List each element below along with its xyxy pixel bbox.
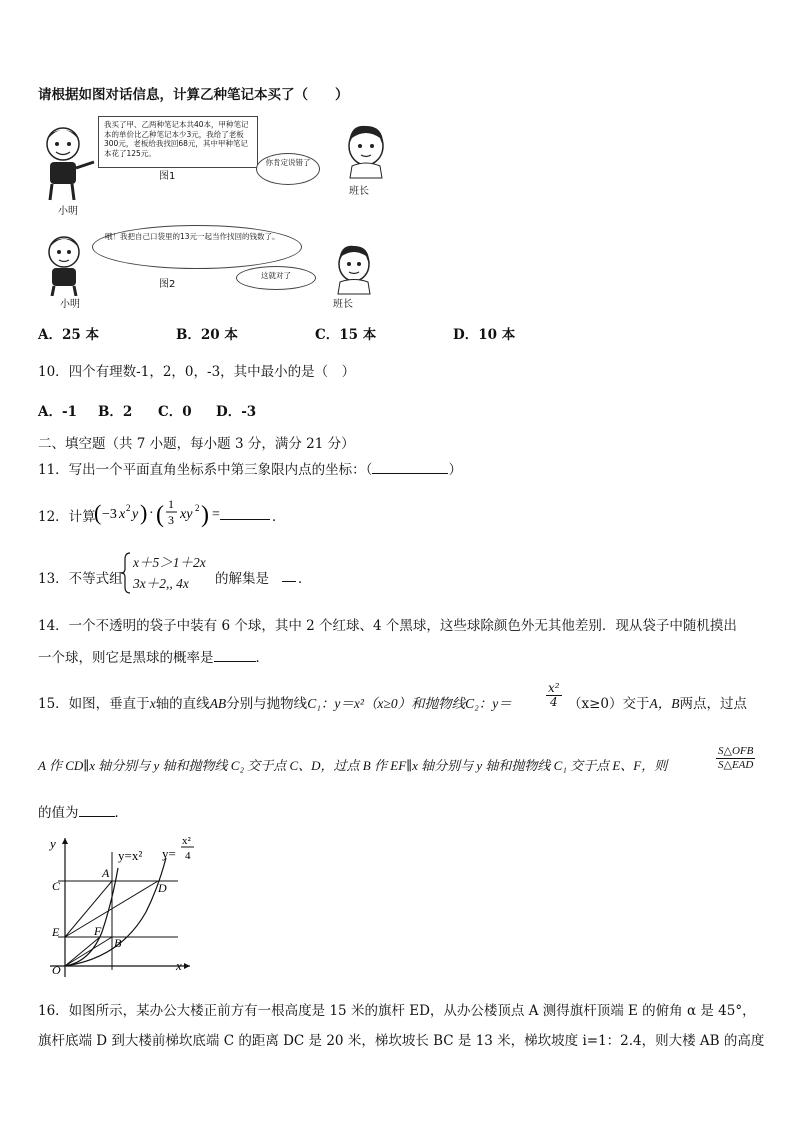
- q9-fig2-boy-label: 小明: [60, 299, 80, 310]
- svg-text:x: x: [119, 507, 126, 522]
- label-y2-num: x²: [182, 835, 191, 847]
- q14-tail: ．: [255, 650, 269, 666]
- segment-ea: [65, 881, 112, 937]
- q11: [38, 458, 462, 478]
- monitor-figure-1: [338, 124, 398, 180]
- q13-tail: ．: [298, 571, 312, 587]
- q10-option-d: D．-3: [216, 404, 257, 420]
- label-y2: y=: [162, 846, 176, 861]
- q13-brace: [120, 551, 132, 595]
- q11-answer-blank: [372, 459, 448, 474]
- q15-l1-j: 两点，过点: [679, 696, 748, 712]
- q15-frac-den: 4: [549, 695, 558, 709]
- q9-fig2-bubble: 哦！我把自己口袋里的13元一起当作找回的钱数了。: [92, 225, 302, 269]
- q15-l1-c: 轴的直线: [155, 696, 210, 712]
- label-y: y: [50, 836, 56, 851]
- q15-l1-f: C₁：y＝x²（x≥0）和抛物线: [307, 696, 466, 711]
- q13-prefix: 13．不等式组: [38, 571, 123, 587]
- label-c: C: [52, 879, 61, 893]
- q15-line-3: [38, 801, 128, 821]
- q15-l1-h: （x≥0）交于: [568, 696, 650, 712]
- q15-ratio-num: S△OFB: [718, 745, 754, 757]
- q15-l1-d: AB: [209, 696, 227, 711]
- label-b: B: [114, 936, 122, 950]
- q12-tail: ．: [272, 509, 286, 525]
- q15-ratio-den: S△EAD: [718, 759, 754, 771]
- q9-fig1-boy-label: 小明: [58, 206, 78, 217]
- label-x: x: [176, 958, 182, 973]
- q10-option-b: B．2: [98, 404, 133, 420]
- q15-ratio: [716, 745, 755, 772]
- q15-l3-tail: ．: [114, 805, 128, 821]
- q14-line-2: [38, 646, 269, 666]
- q9-fig2-caption: 图2: [159, 279, 176, 290]
- q11-text: 11．写出一个平面直角坐标系中第三象限内点的坐标：（: [38, 462, 373, 478]
- label-f: F: [94, 924, 102, 938]
- q16-line-1: 16．如图所示，某办公大楼正前方有一根高度是 15 米的旗杆 ED，从办公楼顶点 A 测得旗杆顶端 E 的俯角 α 是 45°，: [38, 1003, 756, 1019]
- segment-ob: [65, 937, 112, 966]
- svg-text:): ): [201, 502, 209, 528]
- svg-text:(: (: [94, 500, 102, 525]
- q9-fig1-monitor-bubble: 你肯定说错了: [256, 153, 320, 185]
- q16-line-2: 旗杆底端 D 到大楼前梯坎底端 C 的距离 DC 是 20 米，梯坎坡长 BC 是 13 米，梯坎坡度 i=1：2.4，则大楼 AB 的高度: [38, 1033, 765, 1049]
- q10-option-c: C．0: [158, 404, 192, 420]
- svg-text:·: ·: [149, 506, 154, 521]
- q9-fig2-monitor-label: 班长: [333, 299, 353, 310]
- svg-text:=: =: [212, 507, 220, 522]
- label-d: D: [158, 881, 167, 895]
- q15-l1-e: 分别与抛物线: [226, 696, 308, 712]
- svg-text:): ): [140, 500, 148, 525]
- label-e: E: [52, 925, 60, 939]
- q13-line-1: x＋5＞1＋2x: [133, 555, 206, 570]
- q15-graph: [40, 832, 200, 978]
- q15-l1-i: A，B: [649, 696, 680, 711]
- q9-fig1-monitor-label: 班长: [349, 186, 369, 197]
- q9-fig2-monitor-bubble: 这就对了: [236, 266, 316, 290]
- q15-answer-blank: [79, 802, 115, 817]
- q15-l3-text: 的值为: [38, 805, 79, 821]
- svg-text:2: 2: [126, 503, 131, 513]
- boy-figure-1: [36, 122, 106, 204]
- q14-line-1: 14．一个不透明的袋子中装有 6 个球，其中 2 个红球、4 个黑球，这些球除颜色外无其他差别．现从袋子中随机摸出: [38, 618, 737, 634]
- q12-answer-blank: [220, 505, 270, 520]
- svg-text:−3: −3: [102, 507, 117, 522]
- svg-text:3: 3: [168, 513, 174, 527]
- q15-fraction: [546, 682, 562, 709]
- q9-fig1-bubble: 我买了甲、乙两种笔记本共40本，甲种笔记本的单价比乙种笔记本少3元，我给了老板300元，老板给我找回68元，其中甲种笔记本花了125元。: [98, 116, 258, 168]
- svg-text:y: y: [132, 507, 139, 522]
- section-2-heading: 二、填空题（共 7 小题，每小题 3 分，满分 21 分）: [38, 436, 355, 452]
- q14-text: 一个球，则它是黑球的概率是: [38, 650, 214, 666]
- q15-l1-b: x: [149, 696, 156, 711]
- q15-l2-text: A 作 CD∥x 轴分别与 y 轴和抛物线 C₂ 交于点 C、D，过点 B 作 EF∥x 轴分别与 y 轴和抛物线 C₁ 交于点 E、F，则: [38, 758, 668, 773]
- svg-text:2: 2: [195, 503, 200, 513]
- q15-frac-num: x²: [548, 681, 560, 695]
- svg-text:xy: xy: [180, 507, 193, 522]
- q13-suffix: 的解集是: [215, 571, 269, 587]
- monitor-figure-2: [330, 244, 380, 296]
- label-a: A: [102, 866, 110, 880]
- q9-option-b: B．20 本: [176, 327, 238, 343]
- q12-prefix: 12．计算: [38, 509, 96, 525]
- segment-of: [65, 937, 100, 966]
- q9-stem: 请根据如图对话信息，计算乙种笔记本买了（ ）: [38, 87, 349, 103]
- svg-text:1: 1: [168, 497, 174, 511]
- q9-option-c: C．15 本: [315, 327, 377, 343]
- q10-stem: 10．四个有理数-1，2，0，-3，其中最小的是（ ）: [38, 364, 356, 380]
- q10-option-a: A．-1: [38, 404, 77, 420]
- q9-option-d: D．10 本: [453, 327, 516, 343]
- q9-option-a: A．25 本: [38, 327, 99, 343]
- q13-line-2: 3x＋2,, 4x: [133, 576, 189, 591]
- label-o: O: [52, 963, 61, 977]
- q13-answer-blank: [282, 567, 296, 582]
- q15-l1-g: C₂：y＝: [465, 696, 512, 711]
- label-y-x2: y=x²: [118, 848, 143, 863]
- q14-answer-blank: [214, 647, 256, 662]
- label-y2-den: 4: [185, 850, 191, 862]
- q15-l1-a: 15．如图，垂直于: [38, 696, 150, 712]
- q9-fig1-caption: 图1: [159, 171, 176, 182]
- q11-close: ）: [448, 462, 462, 478]
- svg-text:(: (: [156, 502, 164, 528]
